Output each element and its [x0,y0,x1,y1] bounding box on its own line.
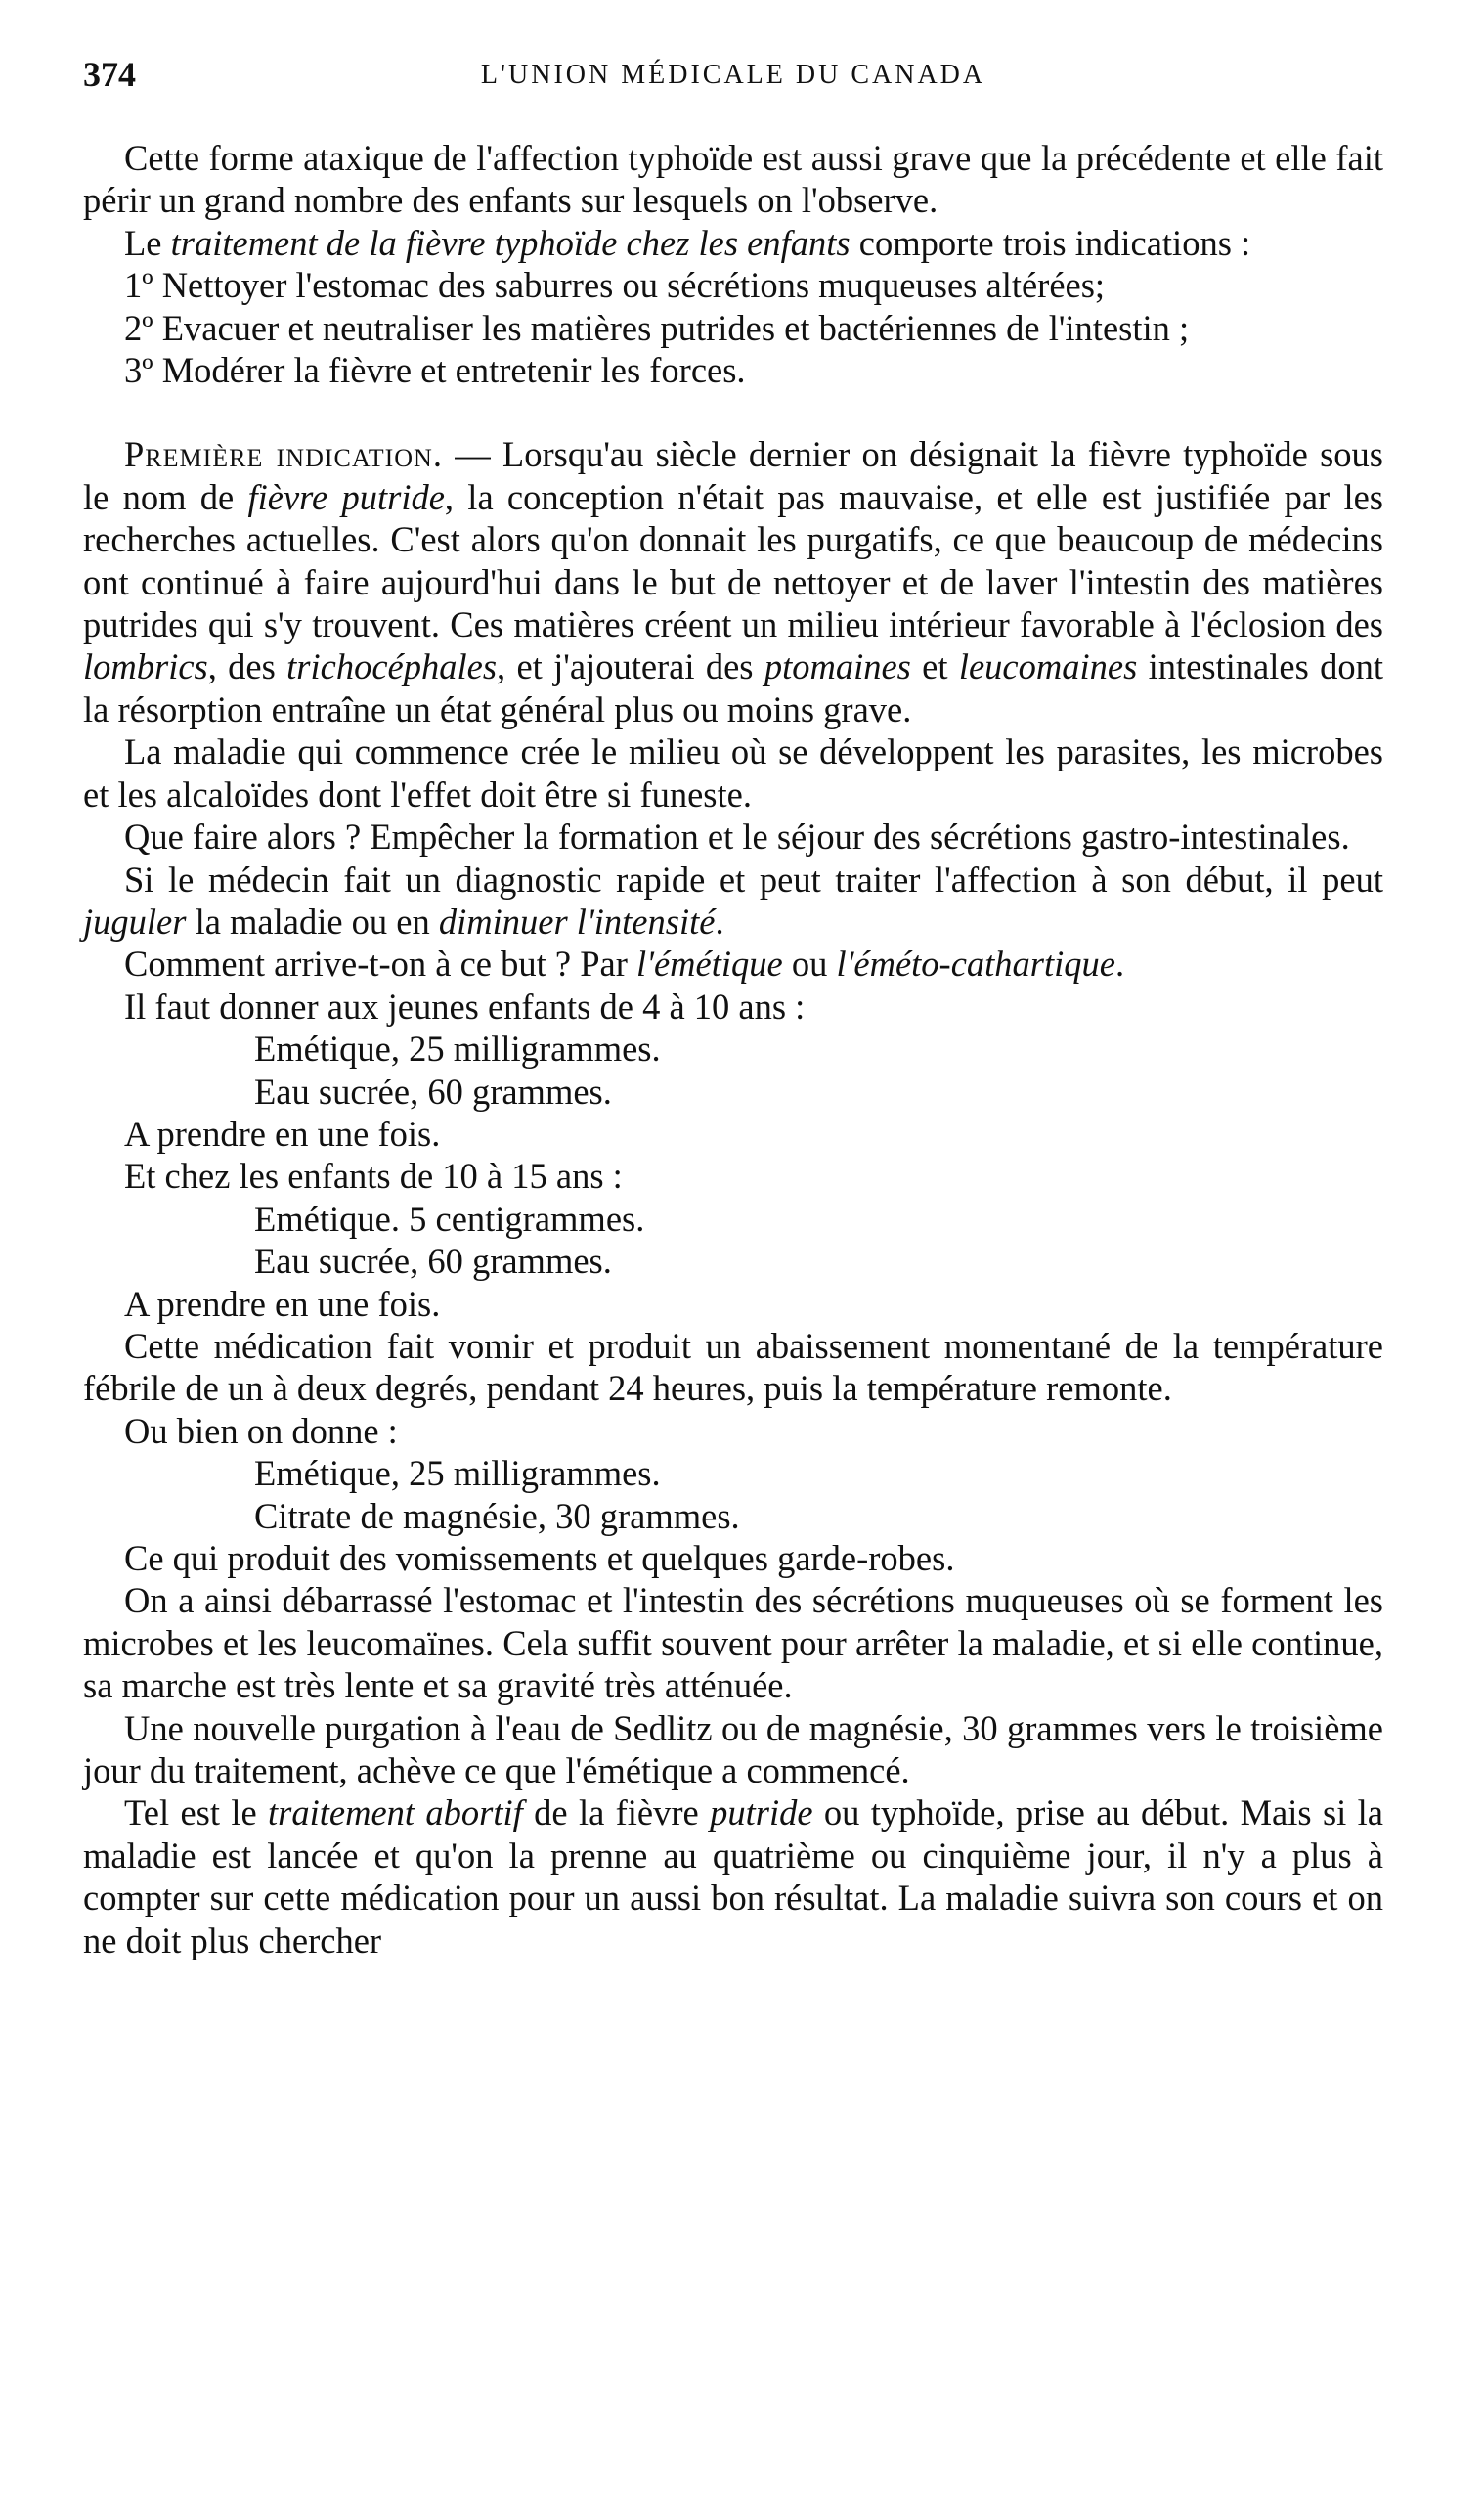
italic-treatment-phrase: traitement de la fièvre typhoïde chez les enfants [170,222,851,263]
text-run: . [1114,944,1125,985]
indication-item-2: 2º Evacuer et neutraliser les matières putrides et bactériennes de l'intestin ; [124,307,1190,348]
text-run: comporte trois indications : [850,222,1251,263]
page-body [83,137,1383,1961]
page-number: 374 [83,55,136,94]
italic-term: lombrics [83,646,208,687]
text-run: intestinales dont la résorption entraîne un état général plus ou moins grave. [83,646,1384,729]
italic-term: ptomaines [764,646,911,687]
italic-term: traitement abortif [268,1792,523,1833]
paragraph-ataxic-form: Cette forme ataxique de l'affection typhoïde est aussi grave que la précédente et elle fait périr un grand nombre des enfants sur lesquels on l'observe. [83,138,1383,221]
text-run: , des [207,646,287,687]
text-run: . [715,901,724,942]
prescription-line: Eau sucrée, 60 grammes. [254,1071,612,1112]
prescription-line: Citrate de magnésie, 30 grammes. [254,1495,740,1536]
paragraph-disease-milieu: La maladie qui commence crée le milieu où se développent les parasites, les microbes et les alcaloïdes dont l'effet doit être si funeste. [83,731,1383,815]
paragraph-abortive-treatment [83,1791,1383,1961]
italic-term: l'émétique [636,944,783,985]
italic-term: fièvre putride [247,476,445,517]
text-run: Si le médecin fait un diagnostic rapide et peut traiter l'affection à son début, il peut [124,859,1383,900]
alternative-intro: Ou bien on donne : [124,1410,398,1451]
text-run: Comment arrive-t-on à ce but ? Par [124,944,636,985]
italic-term: juguler [83,901,187,942]
section-heading: Première indication. [124,434,443,475]
running-title: L'UNION MÉDICALE DU CANADA [480,60,986,90]
italic-term: leucomaines [958,646,1138,687]
text-run: de la fièvre [522,1792,711,1833]
paragraph-medication-effect: Cette médication fait vomir et produit un abaissement momentané de la température fébrile de un à deux degrés, pendant 24 heures, puis la température remonte. [83,1325,1383,1409]
prescription-line: Emétique. 5 centigrammes. [254,1198,645,1239]
paragraph-first-indication [83,433,1383,730]
take-instruction: A prendre en une fois. [124,1283,441,1324]
paragraph-how-to [83,943,1383,985]
dosage-intro-young: Il faut donner aux jeunes enfants de 4 à 10 ans : [124,986,806,1027]
paragraph-what-to-do: Que faire alors ? Empêcher la formation et le séjour des sécrétions gastro-intestinales. [124,816,1350,858]
paragraph-new-purgation: Une nouvelle purgation à l'eau de Sedlitz ou de magnésie, 30 grammes vers le troisième jour du traitement, achève ce que l'émétique a commencé. [83,1707,1383,1791]
italic-term: trichocéphales [286,646,498,687]
indication-item-1: 1º Nettoyer l'estomac des saburres ou sécrétions muqueuses altérées; [124,265,1106,306]
page-header [83,54,1383,103]
paragraph-cleared-intestine: On a ainsi débarrassé l'estomac et l'intestin des sécrétions muqueuses où se forment les microbes et les leucomaïnes. Cela suffit souvent pour arrêter la maladie, et si elle continue, sa marche est très lente et sa gravité très atténuée. [83,1580,1383,1706]
prescription-line: Emétique, 25 milligrammes. [254,1453,661,1494]
prescription-line: Emétique, 25 milligrammes. [254,1029,661,1070]
indication-item-3: 3º Modérer la fièvre et entretenir les forces. [124,350,746,391]
italic-term: diminuer l'intensité [438,901,716,942]
paragraph-treatment-indications [83,222,1383,264]
paragraph-early-diagnosis [83,859,1383,944]
dosage-intro-older: Et chez les enfants de 10 à 15 ans : [124,1156,623,1197]
text-run: , et j'ajouterai des [497,646,764,687]
text-run: la maladie ou en [186,901,439,942]
text-run: , la conception n'était pas mauvaise, et elle est justifiée par les recherches actuelles. C'est alors qu'on donnait les purgatifs, ce que beaucoup de médecins ont continué à faire aujourd'hui dans le but de nettoyer et de laver l'intestin des matières putrides qui s'y trouvent. Ces matières créent un milieu intérieur favorable à l'éclosion des [83,476,1383,645]
take-instruction: A prendre en une fois. [124,1113,441,1154]
italic-term: putride [710,1792,813,1833]
text-run: Tel est le [124,1792,269,1833]
text-run: — Lorsqu'au siècle dernier on désignait la fièvre typhoïde sous le nom de [83,434,1384,517]
text-run: et [910,646,959,687]
text-run: ou [782,944,837,985]
paragraph-result: Ce qui produit des vomissements et quelques garde-robes. [124,1538,955,1578]
text-run: Le [124,222,171,263]
text-run: ou typhoïde, prise au début. Mais si la maladie est lancée et qu'on la prenne au quatrième ou cinquième jour, il n'y a plus à compter sur cette médication pour un aussi bon résultat. La maladie suivra son cours et on ne doit plus chercher [83,1792,1383,1960]
prescription-line: Eau sucrée, 60 grammes. [254,1241,612,1282]
italic-term: l'éméto-cathartique [836,944,1115,985]
